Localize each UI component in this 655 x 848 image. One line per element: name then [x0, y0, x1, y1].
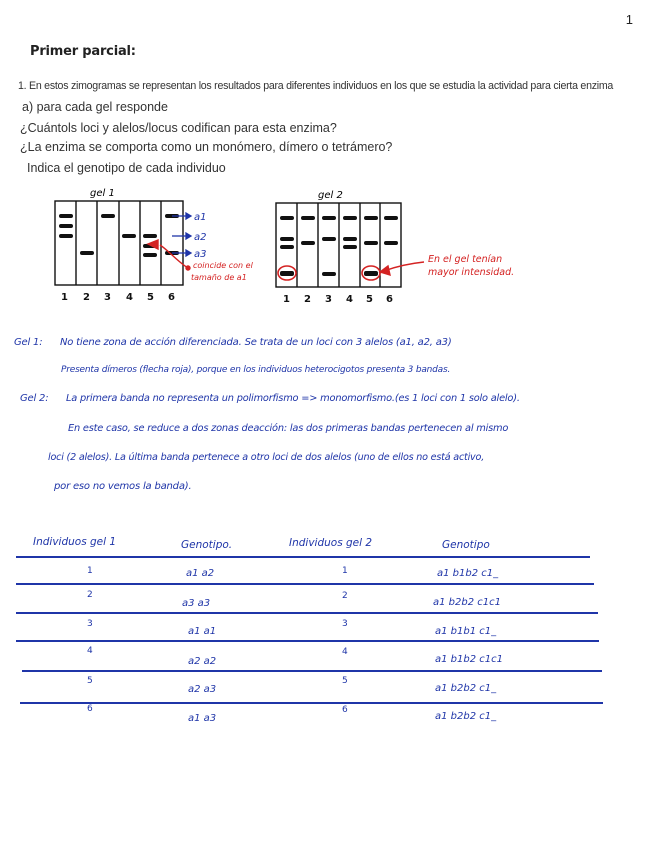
lane-number: 2 [304, 294, 311, 305]
band [101, 214, 115, 218]
gel1-lane-numbers [61, 292, 175, 303]
row-ind1: 5 [87, 676, 93, 686]
lane-number: 6 [168, 292, 175, 303]
row-gen2: a1 b2b2 c1c1 [433, 597, 501, 608]
lane-number: 1 [61, 292, 68, 303]
row-gen1: a2 a2 [188, 656, 217, 667]
table-header-gen2: Genotipo [442, 539, 490, 551]
row-gen1: a1 a3 [188, 713, 217, 724]
question-intro: 1. En estos zimogramas se representan los resultados para diferentes individuos en los que se estudia la actividad para cierta enzima [18, 80, 614, 92]
row-gen2: a1 b2b2 c1_ [435, 711, 497, 722]
row-ind1: 1 [87, 566, 93, 576]
allele-label-a3: a3 [194, 249, 207, 260]
band [143, 234, 157, 238]
lane-number: 4 [126, 292, 133, 303]
lane-number: 1 [283, 294, 290, 305]
table-header-ind2: Individuos gel 2 [289, 537, 373, 549]
row-gen1: a3 a3 [182, 598, 211, 609]
gel2-label: gel 2 [318, 190, 343, 201]
table-rule [22, 670, 602, 672]
table-rule [20, 702, 603, 704]
row-ind2: 3 [342, 619, 348, 629]
row-ind1: 2 [87, 590, 93, 600]
row-ind1: 3 [87, 619, 93, 629]
row-ind2: 5 [342, 676, 348, 686]
table-rule [16, 640, 599, 642]
lane-number: 5 [366, 294, 373, 305]
row-gen2: a1 b1b2 c1c1 [435, 654, 503, 665]
row-gen2: a1 b1b2 c1_ [437, 568, 499, 579]
band [122, 234, 136, 238]
table-rule [16, 612, 598, 614]
lane-number: 4 [346, 294, 353, 305]
row-ind2: 4 [342, 647, 348, 657]
answer-gel1-line2: Presenta dímeros (flecha roja), porque en los individuos heterocigotos presenta 3 bandas. [61, 365, 451, 375]
allele-label-a1: a1 [194, 212, 207, 223]
answer-gel2-line4: por eso no vemos la banda). [54, 481, 192, 492]
answer-gel2-label: Gel 2: [20, 393, 49, 404]
zymogram-figure [0, 0, 655, 320]
lane-number: 2 [83, 292, 90, 303]
answer-gel2-line2: En este caso, se reduce a dos zonas deacción: las dos primeras bandas pertenecen al mismo [68, 423, 509, 434]
row-ind2: 2 [342, 591, 348, 601]
table-header-gen1: Genotipo. [181, 539, 233, 551]
gel1-allele-arrows [172, 213, 191, 256]
row-gen1: a2 a3 [188, 684, 217, 695]
row-gen2: a1 b2b2 c1_ [435, 683, 497, 694]
gel1-frame [55, 201, 183, 285]
table-rule [16, 556, 590, 558]
table-header-ind1: Individuos gel 1 [33, 536, 117, 548]
gel1-note-line1: coincide con el [193, 261, 253, 270]
question-loci: ¿Cuántols loci y alelos/locus codifican para esta enzima? [20, 121, 337, 135]
row-ind1: 6 [87, 704, 93, 714]
row-gen1: a1 a1 [188, 626, 217, 637]
table-rule [16, 583, 594, 585]
question-part-a: a) para cada gel responde [22, 100, 168, 114]
page-number: 1 [625, 12, 633, 27]
lane-number: 3 [104, 292, 111, 303]
answer-gel1-line1: No tiene zona de acción diferenciada. Se trata de un loci con 3 alelos (a1, a2, a3) [60, 337, 452, 348]
question-genotype: Indica el genotipo de cada individuo [27, 161, 226, 175]
gel2-frame [276, 203, 401, 287]
row-ind1: 4 [87, 646, 93, 656]
band [80, 251, 94, 255]
lane-number: 5 [147, 292, 154, 303]
lane-number: 3 [325, 294, 332, 305]
answer-gel2-line1: La primera banda no representa un polimorfismo => monomorfismo.(es 1 loci con 1 solo alelo). [66, 393, 520, 404]
lane-number: 6 [386, 294, 393, 305]
band [59, 214, 73, 218]
question-structure: ¿La enzima se comporta como un monómero, dímero o tetrámero? [20, 140, 393, 154]
band [143, 253, 157, 257]
gel2-note-line2: mayor intensidad. [428, 267, 515, 278]
gel2-lane-numbers [283, 294, 393, 305]
answer-gel1-label: Gel 1: [14, 337, 43, 348]
band [59, 234, 73, 238]
answer-gel2-line3: loci (2 alelos). La última banda pertenece a otro loci de dos alelos (uno de ellos no está activo, [48, 452, 485, 463]
allele-label-a2: a2 [194, 232, 207, 243]
page-title: Primer parcial: [30, 44, 136, 59]
gel2-red-arrow [380, 262, 424, 275]
gel1-note-line2: tamaño de a1 [191, 273, 247, 282]
gel2-note-line1: En el gel tenían [428, 254, 503, 265]
gel1-label: gel 1 [90, 188, 115, 199]
row-ind2: 6 [342, 705, 348, 715]
row-gen1: a1 a2 [186, 568, 215, 579]
row-ind2: 1 [342, 566, 348, 576]
row-gen2: a1 b1b1 c1_ [435, 626, 497, 637]
band [59, 224, 73, 228]
